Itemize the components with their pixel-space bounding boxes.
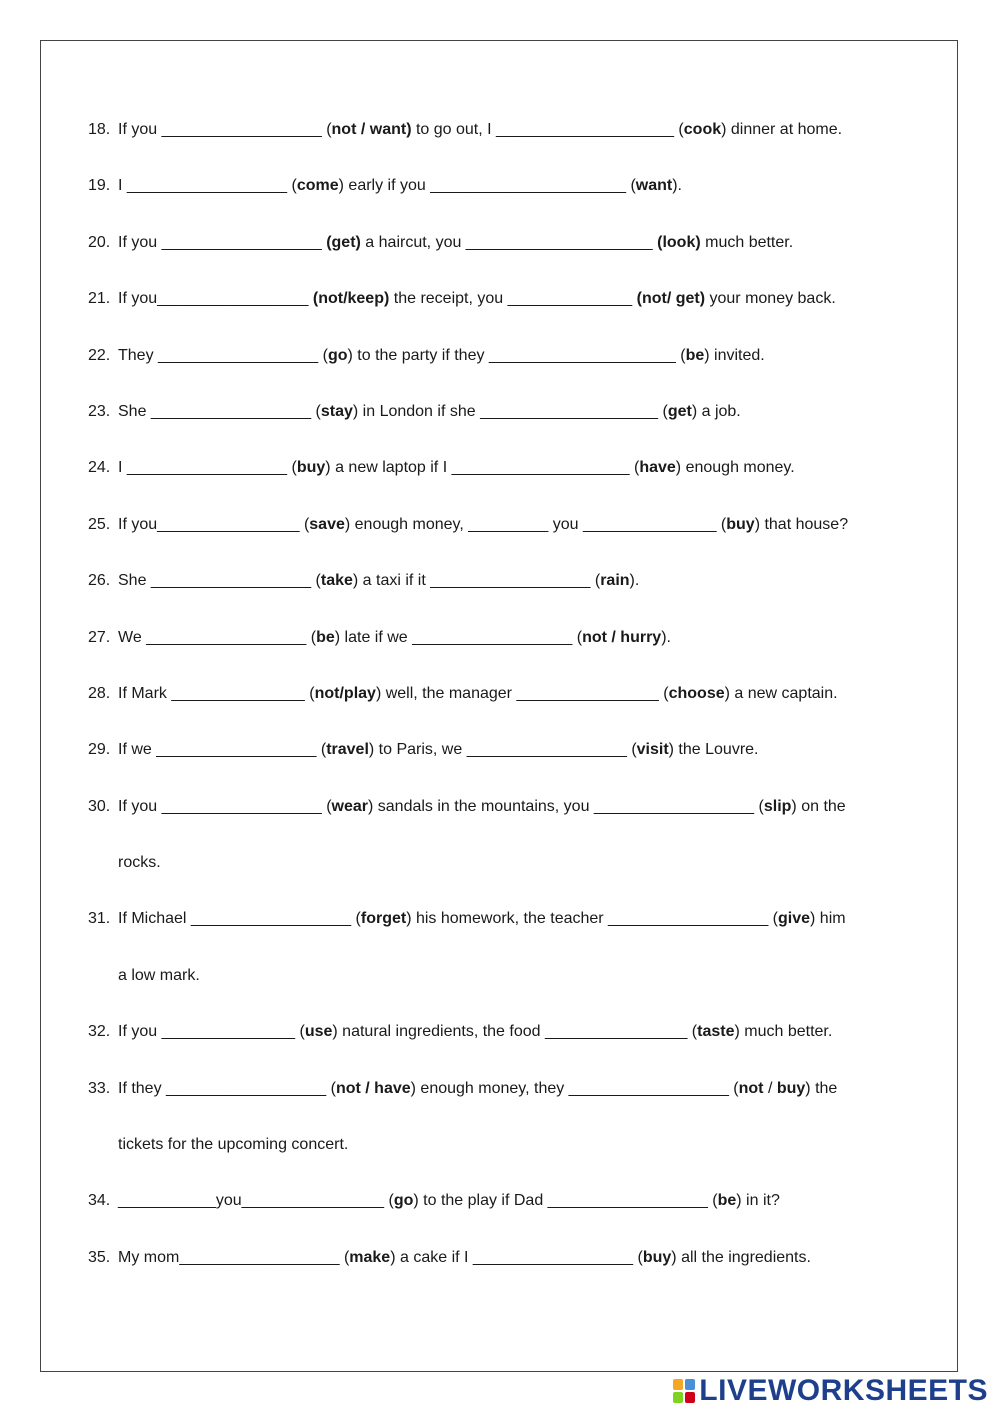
exercise-sentence bbox=[118, 172, 682, 200]
exercise-number: 35. bbox=[88, 1248, 111, 1266]
verb-hint: make bbox=[349, 1248, 391, 1266]
verb-hint: stay bbox=[320, 402, 353, 420]
sentence-fragment: If you________________ ( bbox=[118, 515, 310, 533]
exercise-item bbox=[88, 567, 908, 623]
sentence-fragment: to go out, I ____________________ ( bbox=[411, 121, 684, 138]
verb-hint: not/play bbox=[314, 684, 376, 702]
verb-hint: buy bbox=[776, 1079, 806, 1097]
exercise-item bbox=[88, 680, 908, 736]
exercise-item bbox=[88, 736, 908, 792]
liveworksheets-logo-icon bbox=[673, 1379, 695, 1403]
exercise-number: 34. bbox=[88, 1192, 111, 1210]
sentence-fragment: If Mark _______________ ( bbox=[118, 684, 315, 702]
exercise-sentence bbox=[118, 905, 846, 933]
exercise-sentence bbox=[118, 398, 741, 426]
sentence-fragment: ) to the party if they _____________________ ( bbox=[347, 346, 686, 364]
sentence-fragment: ) to the play if Dad __________________ ( bbox=[413, 1192, 718, 1210]
sentence-fragment: a low mark. bbox=[118, 966, 200, 984]
exercise-number: 21. bbox=[88, 290, 111, 308]
exercise-sentence bbox=[118, 793, 846, 821]
exercise-sentence bbox=[118, 962, 200, 990]
exercise-item bbox=[88, 511, 908, 567]
exercise-item bbox=[88, 1187, 908, 1243]
verb-hint: (look) bbox=[657, 233, 701, 251]
verb-hint: buy bbox=[726, 515, 755, 533]
exercise-sentence bbox=[118, 849, 161, 877]
sentence-fragment: ) enough money, they __________________ ( bbox=[410, 1079, 739, 1097]
sentence-fragment: ) the bbox=[805, 1079, 838, 1097]
exercise-item bbox=[88, 116, 908, 172]
exercise-sentence bbox=[118, 567, 639, 595]
sentence-fragment: ) a new captain. bbox=[724, 684, 838, 702]
sentence-fragment: My mom__________________ ( bbox=[118, 1248, 350, 1266]
verb-hint: not / want) bbox=[331, 121, 412, 138]
exercise-number: 24. bbox=[88, 459, 111, 477]
sentence-fragment: ) him bbox=[810, 910, 846, 928]
verb-hint: come bbox=[296, 177, 339, 195]
exercise-sentence bbox=[118, 624, 671, 652]
exercise-sentence bbox=[118, 1018, 832, 1046]
verb-hint: cook bbox=[683, 121, 722, 138]
verb-hint: (not/keep) bbox=[312, 290, 390, 308]
sentence-fragment: ) a new laptop if I ____________________ ( bbox=[325, 459, 640, 477]
verb-hint: go bbox=[327, 346, 348, 364]
sentence-fragment: ) to Paris, we __________________ ( bbox=[368, 741, 637, 759]
exercise-sentence bbox=[118, 1244, 811, 1272]
sentence-fragment: ) invited. bbox=[704, 346, 765, 364]
exercise-number: 31. bbox=[88, 910, 111, 928]
verb-hint: be bbox=[316, 628, 335, 646]
sentence-fragment: / bbox=[763, 1079, 777, 1097]
exercise-number: 29. bbox=[88, 741, 111, 759]
verb-hint: rain bbox=[600, 572, 630, 590]
sentence-fragment: tickets for the upcoming concert. bbox=[118, 1136, 349, 1154]
verb-hint: buy bbox=[642, 1248, 672, 1266]
sentence-fragment: I __________________ ( bbox=[118, 459, 297, 477]
exercise-number: 32. bbox=[88, 1023, 111, 1041]
exercise-item bbox=[88, 1075, 908, 1131]
verb-hint: choose bbox=[668, 684, 725, 702]
sentence-fragment: ) a cake if I __________________ ( bbox=[390, 1248, 643, 1266]
sentence-fragment: ) enough money, _________ you _______________ ( bbox=[344, 515, 727, 533]
verb-hint: not / have bbox=[335, 1079, 411, 1097]
verb-hint: not bbox=[738, 1079, 764, 1097]
sentence-fragment: She __________________ ( bbox=[118, 402, 321, 420]
exercise-list bbox=[88, 116, 908, 1300]
sentence-fragment: If Michael __________________ ( bbox=[118, 910, 361, 928]
verb-hint: taste bbox=[697, 1023, 735, 1041]
exercise-sentence bbox=[118, 511, 848, 539]
verb-hint: get bbox=[667, 402, 692, 420]
exercise-number: 25. bbox=[88, 515, 111, 533]
exercise-sentence bbox=[118, 1187, 780, 1215]
exercise-item-continuation bbox=[88, 1131, 908, 1187]
exercise-sentence bbox=[118, 680, 838, 708]
sentence-fragment: If they __________________ ( bbox=[118, 1079, 336, 1097]
exercise-item bbox=[88, 1244, 908, 1300]
exercise-number: 30. bbox=[88, 797, 111, 815]
exercise-sentence bbox=[118, 736, 758, 764]
exercise-number: 27. bbox=[88, 628, 111, 646]
sentence-fragment: She __________________ ( bbox=[118, 572, 321, 590]
exercise-sentence bbox=[118, 1075, 837, 1103]
sentence-fragment: ) early if you ______________________ ( bbox=[338, 177, 636, 195]
exercise-item bbox=[88, 624, 908, 680]
verb-hint: travel bbox=[326, 741, 369, 759]
verb-hint: not / hurry bbox=[582, 628, 662, 646]
exercise-number: 26. bbox=[88, 572, 111, 590]
sentence-fragment: ) sandals in the mountains, you __________________ ( bbox=[368, 797, 764, 815]
verb-hint: use bbox=[304, 1023, 333, 1041]
exercise-sentence bbox=[118, 1131, 348, 1159]
sentence-fragment: ) his homework, the teacher __________________ ( bbox=[406, 910, 778, 928]
exercise-sentence bbox=[118, 116, 842, 144]
exercise-item bbox=[88, 342, 908, 398]
exercise-item bbox=[88, 229, 908, 285]
sentence-fragment: ). bbox=[672, 177, 682, 195]
verb-hint: have bbox=[639, 459, 676, 477]
verb-hint: go bbox=[393, 1192, 414, 1210]
sentence-fragment: ) a taxi if it __________________ ( bbox=[352, 572, 601, 590]
sentence-fragment: I __________________ ( bbox=[118, 177, 297, 195]
verb-hint: (not/ get) bbox=[636, 290, 706, 308]
sentence-fragment: If you __________________ bbox=[118, 233, 327, 251]
exercise-sentence bbox=[118, 454, 795, 482]
sentence-fragment: We __________________ ( bbox=[118, 628, 317, 646]
sentence-fragment: rocks. bbox=[118, 854, 161, 872]
sentence-fragment: ) all the ingredients. bbox=[671, 1248, 811, 1266]
sentence-fragment: your money back. bbox=[705, 290, 836, 308]
verb-hint: wear bbox=[331, 797, 368, 815]
sentence-fragment: ) well, the manager ________________ ( bbox=[375, 684, 669, 702]
verb-hint: slip bbox=[763, 797, 792, 815]
sentence-fragment: ) on the bbox=[791, 797, 846, 815]
verb-hint: be bbox=[717, 1192, 737, 1210]
verb-hint: visit bbox=[636, 741, 669, 759]
sentence-fragment: If you __________________ ( bbox=[118, 797, 332, 815]
exercise-number: 28. bbox=[88, 684, 111, 702]
verb-hint: buy bbox=[296, 459, 326, 477]
exercise-number: 20. bbox=[88, 233, 111, 251]
exercise-sentence bbox=[118, 285, 836, 313]
verb-hint: save bbox=[309, 515, 345, 533]
sentence-fragment: ) late if we __________________ ( bbox=[334, 628, 583, 646]
sentence-fragment: ) enough money. bbox=[675, 459, 795, 477]
sentence-fragment: much better. bbox=[700, 233, 794, 251]
exercise-sentence bbox=[118, 342, 765, 370]
sentence-fragment: If you __________________ ( bbox=[118, 121, 332, 138]
sentence-fragment: a haircut, you _____________________ bbox=[360, 233, 658, 251]
exercise-number: 18. bbox=[88, 121, 111, 138]
exercise-item bbox=[88, 905, 908, 961]
sentence-fragment: ) in London if she ____________________ ( bbox=[352, 402, 668, 420]
liveworksheets-brand bbox=[673, 1373, 988, 1409]
exercise-item bbox=[88, 454, 908, 510]
sentence-fragment: ) a job. bbox=[691, 402, 741, 420]
sentence-fragment: If you_________________ bbox=[118, 290, 313, 308]
sentence-fragment: If we __________________ ( bbox=[118, 741, 327, 759]
sentence-fragment: ) natural ingredients, the food ________________ ( bbox=[332, 1023, 698, 1041]
sentence-fragment: ) much better. bbox=[734, 1023, 833, 1041]
exercise-item-continuation bbox=[88, 962, 908, 1018]
verb-hint: forget bbox=[360, 910, 407, 928]
sentence-fragment: ) dinner at home. bbox=[721, 121, 843, 138]
sentence-fragment: ). bbox=[629, 572, 640, 590]
sentence-fragment: ). bbox=[661, 628, 671, 646]
exercise-item-continuation bbox=[88, 849, 908, 905]
sentence-fragment: ) that house? bbox=[754, 515, 849, 533]
exercise-item bbox=[88, 172, 908, 228]
exercise-item bbox=[88, 285, 908, 341]
exercise-number: 23. bbox=[88, 402, 111, 420]
verb-hint: (get) bbox=[326, 233, 361, 251]
sentence-fragment: They __________________ ( bbox=[118, 346, 328, 364]
brand-name: LIVEWORKSHEETS bbox=[699, 1374, 988, 1407]
sentence-fragment: ___________you________________ ( bbox=[118, 1192, 394, 1210]
exercise-item bbox=[88, 793, 908, 849]
verb-hint: take bbox=[320, 572, 353, 590]
exercise-number: 22. bbox=[88, 346, 111, 364]
exercise-item bbox=[88, 398, 908, 454]
verb-hint: give bbox=[778, 910, 811, 928]
sentence-fragment: the receipt, you ______________ bbox=[389, 290, 637, 308]
sentence-fragment: If you _______________ ( bbox=[118, 1023, 305, 1041]
verb-hint: want bbox=[635, 177, 673, 195]
sentence-fragment: ) in it? bbox=[736, 1192, 780, 1210]
exercise-number: 19. bbox=[88, 177, 111, 195]
exercise-sentence bbox=[118, 229, 793, 257]
exercise-number: 33. bbox=[88, 1079, 111, 1097]
sentence-fragment: ) the Louvre. bbox=[668, 741, 759, 759]
verb-hint: be bbox=[685, 346, 705, 364]
exercise-item bbox=[88, 1018, 908, 1074]
